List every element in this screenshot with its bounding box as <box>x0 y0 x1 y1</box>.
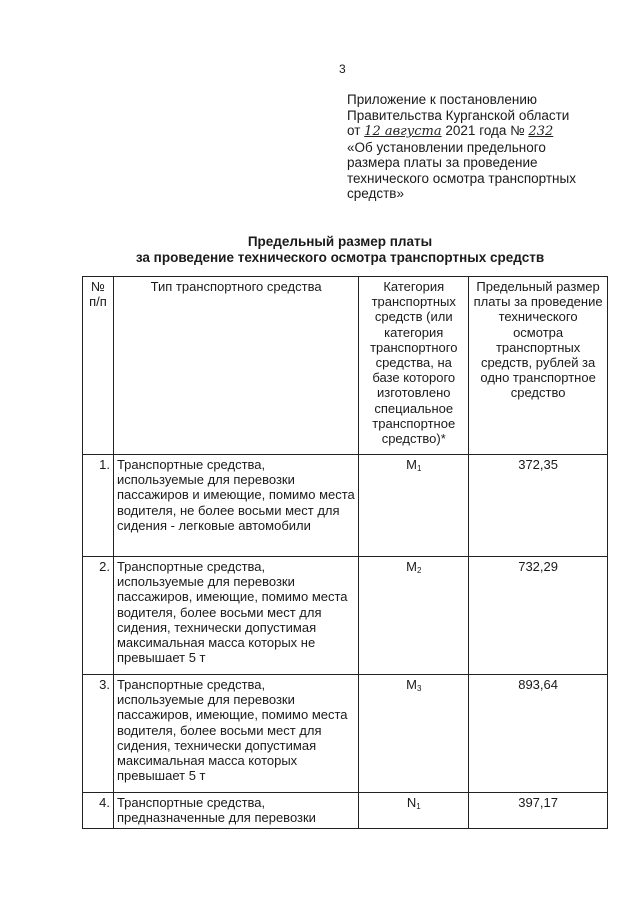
category-letter: M <box>406 457 417 472</box>
row-num: 3. <box>83 675 114 793</box>
appendix-year-label: 2021 года № <box>445 123 525 138</box>
category-subscript: 1 <box>416 802 421 811</box>
appendix-subject-line: размера платы за проведение <box>347 155 538 170</box>
appendix-subject-line: технического осмотра транспортных <box>347 170 576 186</box>
category-letter: M <box>406 677 417 692</box>
heading-line-2: за проведение технического осмотра транспортных средств <box>135 250 545 265</box>
header-type: Тип транспортного средства <box>113 277 358 455</box>
header-category: Категория транспортных средств (или категория транспортного средства, на базе которого изготовлено специальное транспортное средство)* <box>359 277 469 455</box>
row-category <box>359 557 469 675</box>
row-fee: 893,64 <box>469 675 608 793</box>
row-type: Транспортные средства, используемые для перевозки пассажиров, имеющие, помимо места водителя, более восьми мест для сидения, технически допустимая максимальная масса которых превышает 5 т <box>113 675 358 793</box>
header-fee: Предельный размер платы за проведение технического осмотра транспортных средств, рублей за одно транспортное средство <box>469 277 608 455</box>
category-subscript: 2 <box>416 566 422 575</box>
category-letter: N <box>406 795 417 810</box>
row-type: Транспортные средства, используемые для перевозки пассажиров, имеющие, помимо места водителя, более восьми мест для сидения, технически допустимая максимальная масса которых не превышает 5 т <box>113 557 358 675</box>
category-letter: M <box>406 559 417 574</box>
fee-table <box>82 276 608 829</box>
category-subscript: 1 <box>416 464 422 473</box>
row-type: Транспортные средства, предназначенные для перевозки <box>113 793 358 829</box>
row-num: 1. <box>83 455 114 557</box>
page-number: 3 <box>339 62 346 76</box>
document-heading <box>60 234 620 266</box>
appendix-line-2: Правительства Курганской области <box>347 107 570 123</box>
row-fee: 397,17 <box>469 793 608 829</box>
row-fee: 732,29 <box>469 557 608 675</box>
table-row <box>83 455 608 557</box>
row-type: Транспортные средства, используемые для перевозки пассажиров и имеющие, помимо места водителя, не более восьми мест для сидения - легковые автомобили <box>113 455 358 557</box>
row-category <box>359 675 469 793</box>
row-fee: 372,35 <box>469 455 608 557</box>
appendix-date-line <box>347 123 607 140</box>
appendix-subject-line: «Об установлении предельного <box>347 139 546 155</box>
appendix-subject-line: средств» <box>347 186 404 201</box>
table-header-row <box>83 277 608 455</box>
table-row <box>83 557 608 675</box>
appendix-line-1: Приложение к постановлению <box>347 92 538 107</box>
heading-line-1: Предельный размер платы <box>247 234 433 249</box>
handwritten-date: 12 августа <box>364 124 442 139</box>
table-row <box>83 675 608 793</box>
appendix-block <box>347 92 607 202</box>
row-category <box>359 793 469 829</box>
row-num: 4. <box>83 793 114 829</box>
row-num: 2. <box>83 557 114 675</box>
appendix-from-label: от <box>347 123 361 138</box>
category-subscript: 3 <box>416 684 422 693</box>
header-num: № п/п <box>83 277 114 455</box>
table-row <box>83 793 608 829</box>
row-category <box>359 455 469 557</box>
handwritten-number: 232 <box>528 124 554 139</box>
